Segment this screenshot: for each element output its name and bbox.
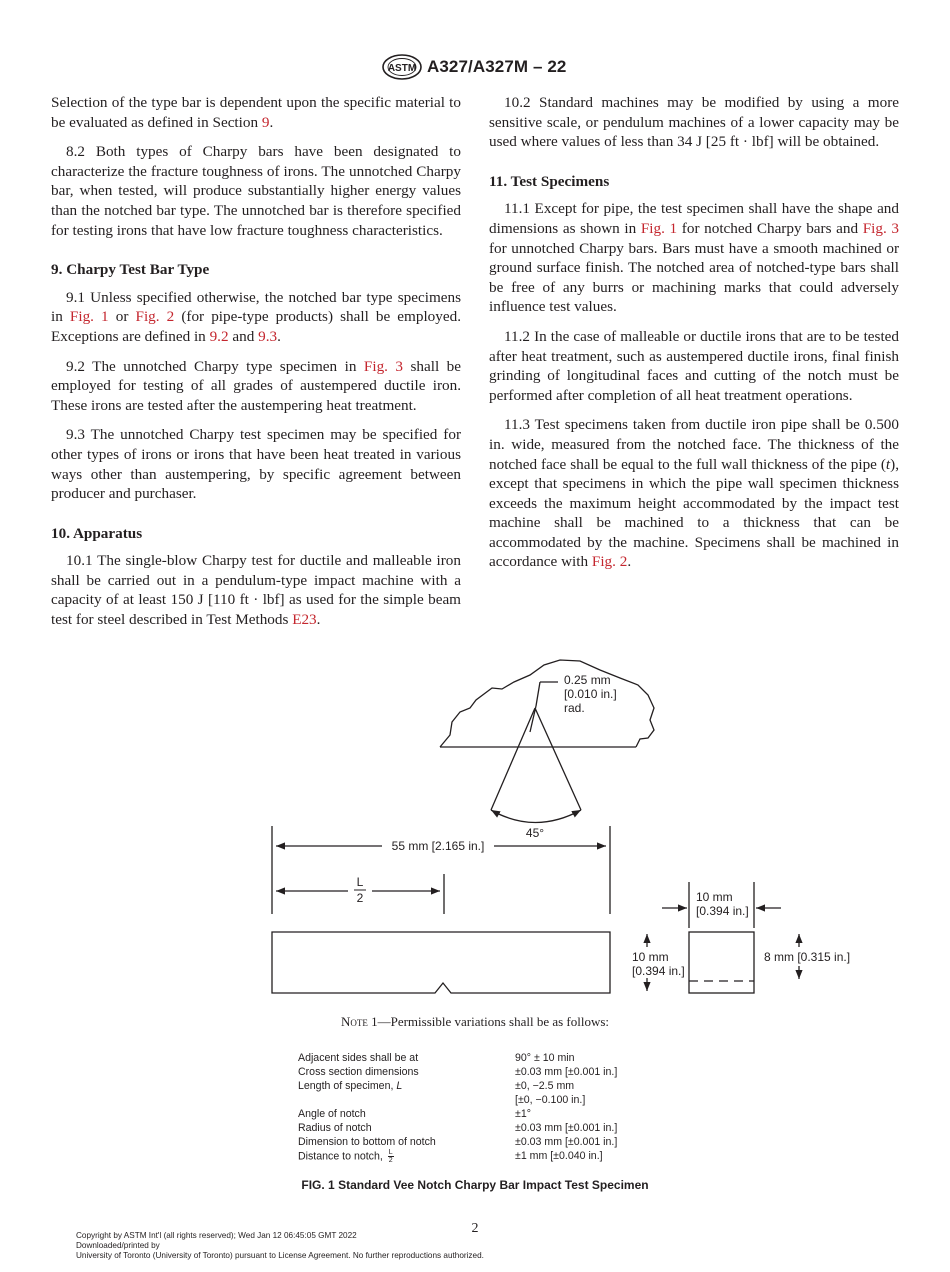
paragraph-11-3: 11.3 Test specimens taken from ductile iron pipe shall be 0.500 in. wide, measured from the notched face. The thickness of the notched face shall be equal to the full wall thickness of the pipe (t), except that specimens in which the pipe wall specimen thickness exceeds the maximum height accommodated by the impact test machine shall be machined to a thickness that can be accommodated by the machine. Specimens shall be machined in accordance with Fig. 2. bbox=[489, 416, 899, 571]
page-number: 2 bbox=[471, 1221, 479, 1236]
length-label: 55 mm [2.165 in.] bbox=[391, 839, 485, 853]
notch-right-flank bbox=[535, 708, 581, 810]
fig-1-link[interactable]: Fig. 1 bbox=[640, 219, 678, 237]
page-header bbox=[0, 54, 950, 84]
tolerance-table bbox=[298, 1051, 698, 1163]
paragraph-9-1: 9.1 Unless specified otherwise, the notched bar type specimens in Fig. 1 or Fig. 2 (for pipe-type products) shall be employed. Exceptions are defined in 9.2 and 9.3. bbox=[51, 288, 461, 345]
fig-3-link[interactable]: Fig. 3 bbox=[363, 357, 404, 375]
section-9-heading: 9. Charpy Test Bar Type bbox=[51, 261, 210, 279]
paragraph-11-1: 11.1 Except for pipe, the test specimen shall have the shape and dimensions as shown in Fig. 1 for notched Charpy bars and Fig. 3 for unnotched Charpy bars. Bars must have a smooth machined or ground surface finish. The notched area of notched-type bars shall be free of any burrs or machining marks that could adversely influence test values. bbox=[489, 200, 899, 316]
left-column bbox=[51, 93, 461, 630]
copyright-notice bbox=[76, 1231, 484, 1261]
figure-caption: FIG. 1 Standard Vee Notch Charpy Bar Impact Test Specimen bbox=[301, 1178, 649, 1192]
paragraph-9-2: 9.2 The unnotched Charpy type specimen in Fig. 3 shall be employed for testing of all grades of austempered ductile iron. These irons are tested after the austempering heat treatment. bbox=[51, 357, 461, 414]
tolerance-row: Cross section dimensions ±0.03 mm [±0.001 in.] bbox=[298, 1066, 618, 1078]
tolerance-row: Radius of notch ±0.03 mm [±0.001 in.] bbox=[298, 1122, 618, 1134]
notch-depth-label: 8 mm [0.315 in.] bbox=[764, 950, 851, 964]
half-length-numerator: L bbox=[356, 875, 364, 889]
fig-1-link[interactable]: Fig. 1 bbox=[69, 308, 109, 326]
radius-leader-stem bbox=[536, 682, 540, 706]
section-9-2-link[interactable]: 9.2 bbox=[209, 327, 229, 345]
height-label: 10 mm bbox=[632, 950, 669, 964]
right-column bbox=[489, 93, 899, 572]
tolerance-row: Length of specimen, L ±0, −2.5 mm bbox=[298, 1080, 575, 1092]
document-designation: A327/A327M – 22 bbox=[427, 57, 567, 76]
notch-radius-label-inch: [0.010 in.] bbox=[564, 687, 617, 701]
width-label: 10 mm bbox=[696, 890, 733, 904]
tolerance-row: Dimension to bottom of notch ±0.03 mm [±0.001 in.] bbox=[298, 1136, 618, 1148]
tolerance-row: Distance to notch, $\frac{L}{2}$ ±1 mm [±0.040 in.] bbox=[298, 1149, 603, 1164]
width-label-inch: [0.394 in.] bbox=[696, 904, 749, 918]
astm-logo-icon bbox=[381, 54, 423, 80]
logo-text: ASTM bbox=[387, 63, 417, 74]
copyright-line: University of Toronto (University of Toronto) pursuant to License Agreement. No further reproductions authorized. bbox=[76, 1251, 484, 1260]
notch-radius-label-rad: rad. bbox=[564, 701, 585, 715]
tolerance-row: Adjacent sides shall be at 90° ± 10 min bbox=[298, 1052, 575, 1064]
half-length-fraction: $\frac{L}{2}$ bbox=[388, 1149, 393, 1164]
section-10-heading: 10. Apparatus bbox=[51, 524, 143, 542]
intro-paragraph: Selection of the type bar is dependent upon the specific material to be evaluated as defined in Section 9. bbox=[51, 94, 461, 131]
half-length-denominator: 2 bbox=[356, 891, 364, 905]
specimen-cross-section bbox=[689, 932, 754, 993]
copyright-line: Downloaded/printed by bbox=[76, 1241, 160, 1250]
notch-left-flank bbox=[491, 708, 535, 810]
section-9-link[interactable]: 9 bbox=[261, 113, 270, 131]
angle-arc bbox=[491, 810, 581, 823]
tolerance-row: [±0, −0.100 in.] bbox=[515, 1094, 586, 1106]
fig-3-link[interactable]: Fig. 3 bbox=[862, 219, 899, 237]
figure-note: Note 1—Permissible variations shall be as follows: bbox=[340, 1014, 610, 1029]
paragraph-10-1: 10.1 The single-blow Charpy test for ductile and malleable iron shall be carried out in a pendulum-type impact machine with a capacity of at least 150 J [110 ft · lbf] as used for the simple beam test for steel described in Test Methods E23. bbox=[51, 552, 461, 629]
charpy-specimen-figure bbox=[262, 650, 862, 1002]
e23-link[interactable]: E23 bbox=[292, 611, 317, 629]
copyright-line: Copyright by ASTM Int'l (all rights reserved); Wed Jan 12 06:45:05 GMT 2022 bbox=[76, 1231, 357, 1240]
fig-2-link[interactable]: Fig. 2 bbox=[135, 308, 175, 326]
section-11-heading: 11. Test Specimens bbox=[489, 172, 610, 190]
notch-radius-label: 0.25 mm bbox=[564, 673, 611, 687]
section-9-3-link[interactable]: 9.3 bbox=[258, 327, 278, 345]
paragraph-11-2: 11.2 In the case of malleable or ductile irons that are to be tested after heat treatment, such as austempered ductile irons, final finish grinding of longitudinal faces and cutting of the notch must be performed after completion of all heat treatment operations. bbox=[489, 327, 899, 404]
height-label-inch: [0.394 in.] bbox=[632, 964, 685, 978]
notch-angle-label: 45° bbox=[525, 826, 545, 840]
paragraph-10-2: 10.2 Standard machines may be modified by using a more sensitive scale, or pendulum machines of a lower capacity may be used where values of less than 34 J [25 ft · lbf] will be obtained. bbox=[489, 94, 899, 151]
specimen-side-view bbox=[272, 932, 610, 993]
fig-2-link[interactable]: Fig. 2 bbox=[591, 553, 628, 571]
tolerance-row: Angle of notch ±1° bbox=[298, 1108, 531, 1120]
paragraph-9-3: 9.3 The unnotched Charpy test specimen may be specified for other types of irons or irons that have been heat treated in various ways other than austempering, by specific agreement between producer and purchaser. bbox=[51, 426, 461, 503]
paragraph-8-2: 8.2 Both types of Charpy bars have been designated to characterize the fracture toughness of irons. The unnotched Charpy bar, when tested, will produce substantially higher energy values than the notched bar type. The unnotched bar is therefore specified for testing irons that have low fracture toughness characteristics. bbox=[51, 143, 461, 239]
